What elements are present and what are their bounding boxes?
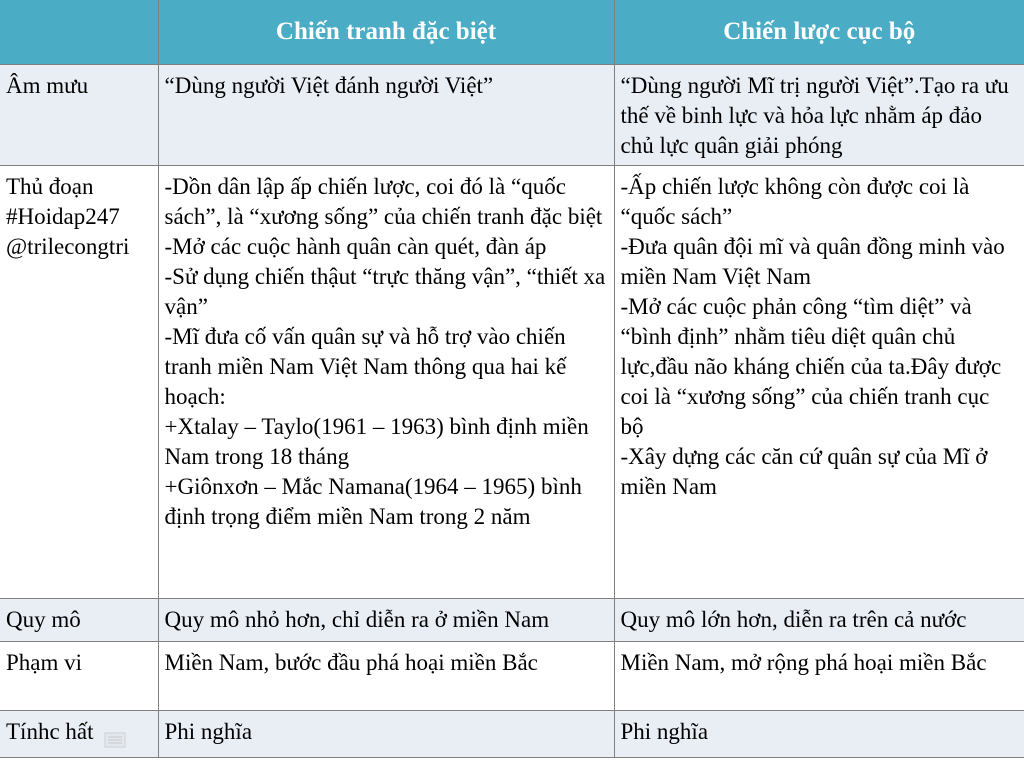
tactic-item: -Mở các cuộc phản công “tìm diệt” và “bình định” nhằm tiêu diệt quân chủ lực,đầu não kháng chiến của ta.Đây được coi là “xương sống” của chiến tranh cục bộ — [620, 294, 1002, 439]
tactic-item: -Ấp chiến lược không còn được coi là “quốc sách” — [620, 174, 970, 229]
cell-tinh-chat-special-war: Phi nghĩa — [158, 711, 614, 758]
cell-pham-vi-local-war: Miền Nam, mở rộng phá hoại miền Bắc — [614, 642, 1024, 711]
header-special-war: Chiến tranh đặc biệt — [158, 0, 614, 65]
tactic-item: -Xây dựng các căn cứ quân sự của Mĩ ở miền Nam — [620, 444, 988, 499]
row-tinh-chat — [0, 711, 1024, 758]
tactic-item: +Xtalay – Taylo(1961 – 1963) bình định miền Nam trong 18 tháng — [164, 414, 589, 469]
row-label-tinh-chat-text: Tínhc hất — [6, 719, 94, 744]
cell-thu-doan-local-war — [614, 166, 1024, 599]
tactic-item: -Đưa quân đội mĩ và quân đồng minh vào miền Nam Việt Nam — [620, 234, 1005, 289]
tactic-item: -Sử dụng chiến thậut “trực thăng vận”, “thiết xa vận” — [164, 264, 606, 319]
row-quy-mo — [0, 599, 1024, 642]
cell-am-muu-special-war: “Dùng người Việt đánh người Việt” — [158, 65, 614, 166]
header-corner-cell — [0, 0, 158, 65]
cell-quy-mo-special-war: Quy mô nhỏ hơn, chỉ diễn ra ở miền Nam — [158, 599, 614, 642]
cell-tinh-chat-local-war: Phi nghĩa — [614, 711, 1024, 758]
cell-thu-doan-special-war — [158, 166, 614, 599]
label-line-hashtag: #Hoidap247 — [6, 204, 120, 229]
label-line-username: @trilecongtri — [6, 234, 130, 259]
tactic-item: -Dồn dân lập ấp chiến lược, coi đó là “quốc sách”, là “xương sống” của chiến tranh đặc biệt — [164, 174, 603, 229]
cell-quy-mo-local-war: Quy mô lớn hơn, diễn ra trên cả nước — [614, 599, 1024, 642]
tactic-item: -Mĩ đưa cố vấn quân sự và hỗ trợ vào chiến tranh miền Nam Việt Nam thông qua hai kế hoạch: — [164, 324, 567, 409]
header-row — [0, 0, 1024, 65]
row-label-quy-mo: Quy mô — [0, 599, 158, 642]
header-local-war: Chiến lược cục bộ — [614, 0, 1024, 65]
cell-am-muu-local-war: “Dùng người Mĩ trị người Việt”.Tạo ra ưu thế về binh lực và hỏa lực nhằm áp đảo chủ lực quân giải phóng — [614, 65, 1024, 166]
tactic-item: -Mở các cuộc hành quân càn quét, đàn áp — [164, 234, 547, 259]
row-pham-vi — [0, 642, 1024, 711]
row-am-muu — [0, 65, 1024, 166]
row-label-tinh-chat — [0, 711, 158, 758]
row-label-pham-vi: Phạm vi — [0, 642, 158, 711]
tactic-item: +Giônxơn – Mắc Namana(1964 – 1965) bình định trọng điểm miền Nam trong 2 năm — [164, 474, 582, 529]
document-lines-icon — [104, 726, 126, 742]
cell-pham-vi-special-war: Miền Nam, bước đầu phá hoại miền Bắc — [158, 642, 614, 711]
label-line-thu-doan: Thủ đoạn — [6, 174, 94, 199]
row-label-thu-doan — [0, 166, 158, 599]
row-label-am-muu: Âm mưu — [0, 65, 158, 166]
row-thu-doan — [0, 166, 1024, 599]
